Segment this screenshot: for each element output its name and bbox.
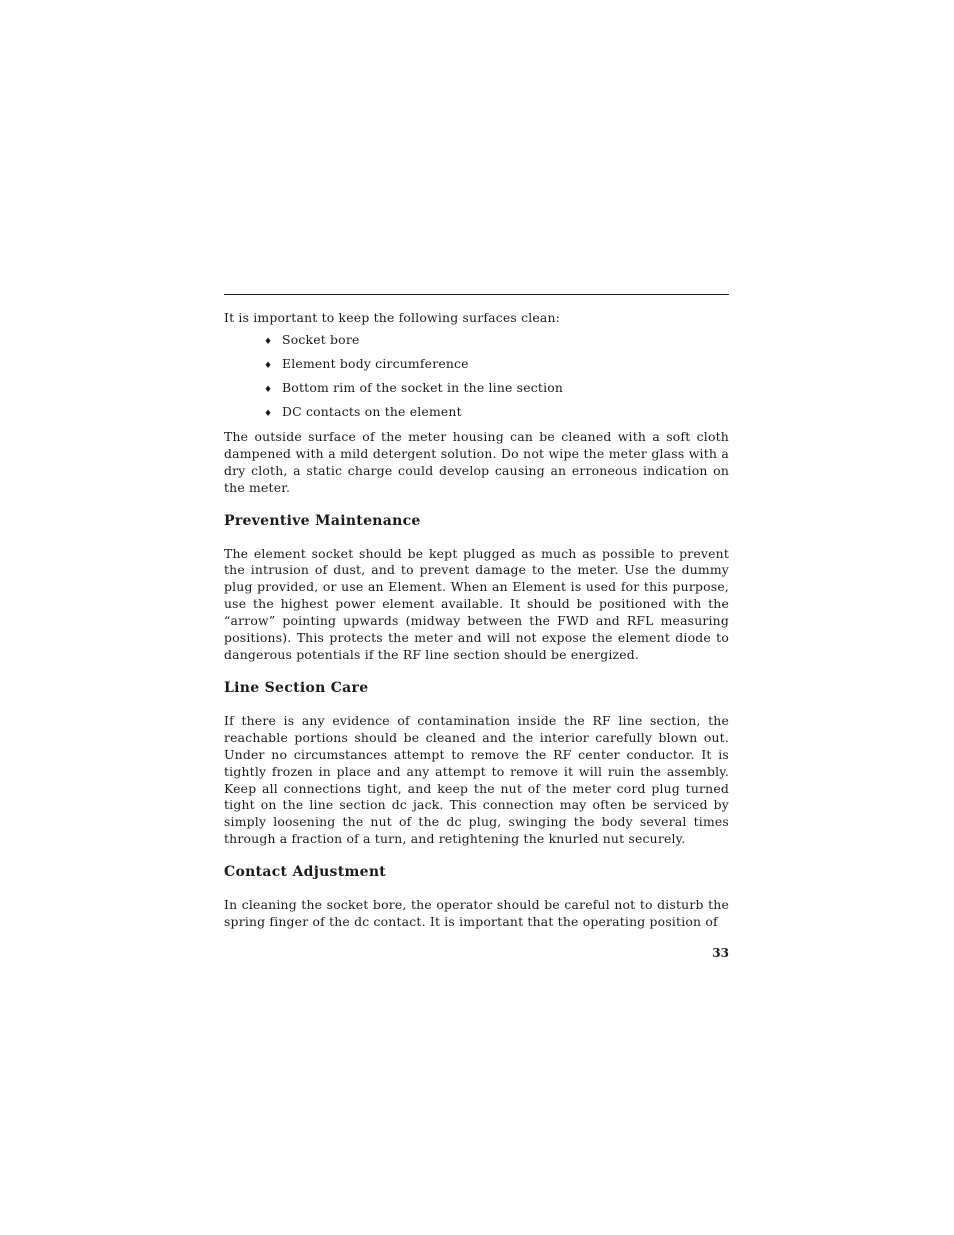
diamond-bullet-icon: ♦ [264,408,273,419]
list-item [264,353,729,377]
list-item [264,329,729,353]
housing-paragraph: The outside surface of the meter housing can be cleaned with a soft cloth dampened with a mild detergent solution. Do not wipe the meter glass with a dry cloth, a static charge could develop causing an erroneous indication on the meter. [224,428,729,495]
intro-text: It is important to keep the following surfaces clean: [224,310,561,325]
section-heading-contact-adjustment: Contact Adjustment [224,864,387,881]
list-item-text: DC contacts on the element [282,403,462,419]
diamond-bullet-icon: ♦ [264,360,273,371]
surfaces-list [224,329,729,425]
list-item-text: Bottom rim of the socket in the line section [282,379,564,395]
list-item-text: Socket bore [282,331,360,347]
section-heading-preventive-maintenance: Preventive Maintenance [224,512,421,529]
contact-adjustment-paragraph: In cleaning the socket bore, the operator should be careful not to disturb the spring finger of the dc contact. It is important that the operating position of [224,897,729,930]
page-content [224,294,729,931]
list-item [264,377,729,401]
line-section-care-paragraph: If there is any evidence of contamination inside the RF line section, the reachable portions should be cleaned and the interior carefully blown out. Under no circumstances attempt to remove the RF center conductor. It is tightly frozen in place and any attempt to remove it will ruin the assembly. Keep all connections tight, and keep the nut of the meter cord plug turned tight on the line section dc jack. This connection may often be serviced by simply loosening the nut of the dc plug, swinging the body several times through a fraction of a turn, and retightening the knurled nut securely. [224,712,729,847]
list-item [264,401,729,425]
list-item-text: Element body circumference [282,355,469,371]
diamond-bullet-icon: ♦ [264,336,273,347]
top-rule [224,294,729,295]
page-number: 33 [712,946,729,960]
section-heading-line-section-care: Line Section Care [224,679,369,696]
preventive-maintenance-paragraph: The element socket should be kept plugged as much as possible to prevent the intrusion of dust, and to prevent damage to the meter. Use the dummy plug provided, or use an Element. When an Element is used for this purpose, use the highest power element available. It should be positioned with the “arrow” pointing upwards (midway between the FWD and RFL measuring positions). This protects the meter and will not expose the element diode to dangerous potentials if the RF line section should be energized. [224,545,729,662]
diamond-bullet-icon: ♦ [264,384,273,395]
